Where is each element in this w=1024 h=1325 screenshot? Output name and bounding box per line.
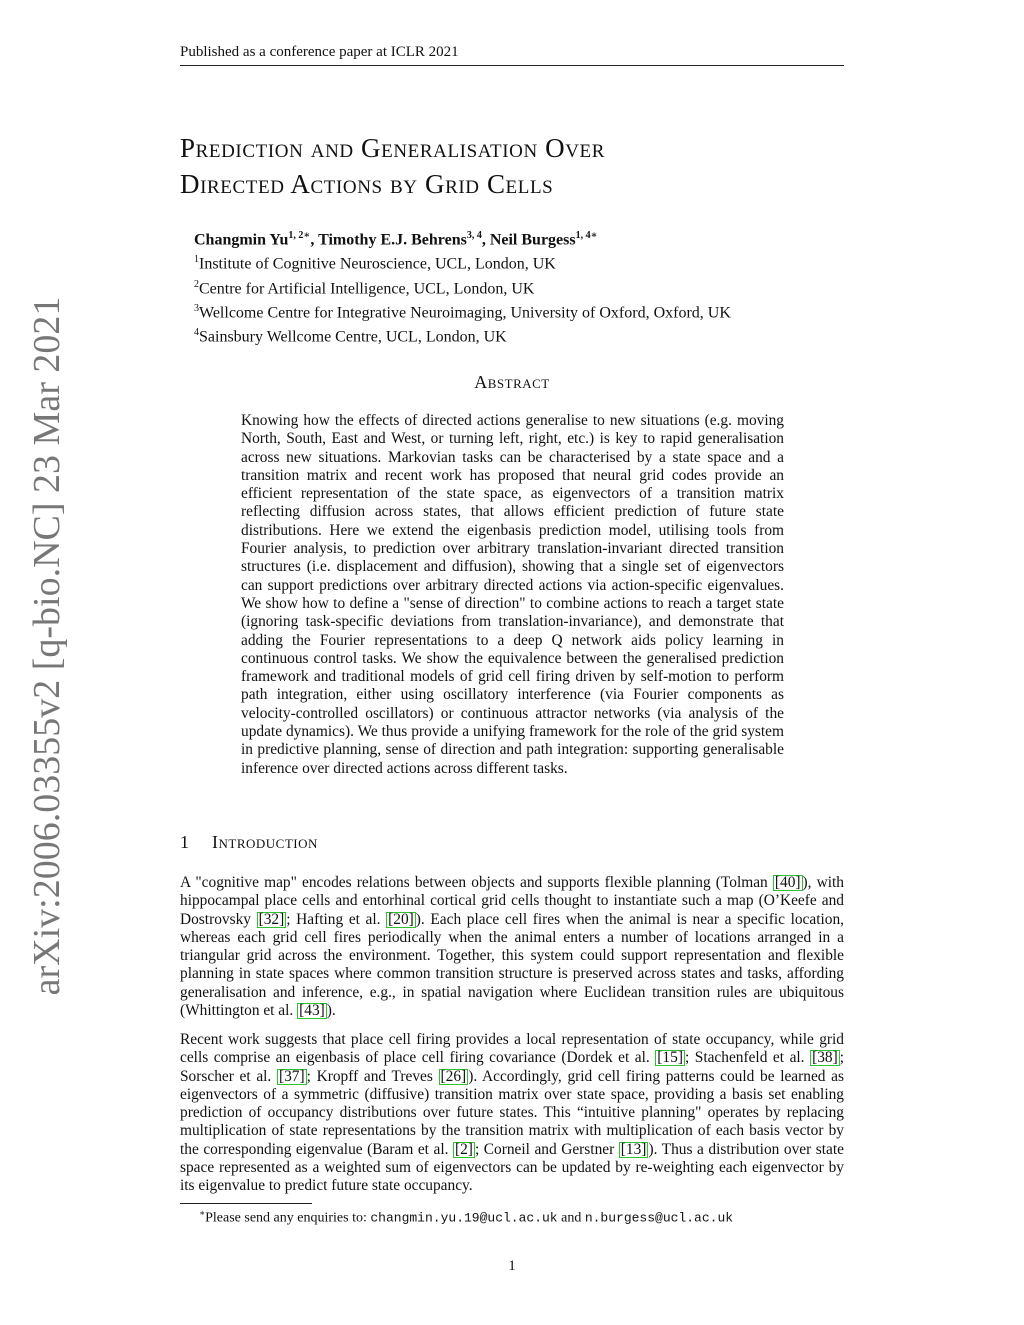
title-line-1: Prediction and Generalisation Over xyxy=(180,133,606,163)
section-number: 1 xyxy=(180,832,190,852)
citation-link[interactable]: [40] xyxy=(774,874,801,891)
author-sep: , xyxy=(481,231,490,249)
running-header: Published as a conference paper at ICLR 2021 xyxy=(180,44,459,60)
affiliation-number: 2 xyxy=(194,278,199,290)
intro-paragraph-1 xyxy=(180,874,844,1020)
citation-link[interactable]: [37] xyxy=(278,1067,305,1085)
affiliation-3 xyxy=(194,299,834,323)
author-1-affil: 1, 2 xyxy=(288,230,304,241)
email-link-2[interactable]: n.burgess@ucl.ac.uk xyxy=(584,1210,734,1226)
author-3: Neil Burgess xyxy=(489,231,576,249)
paragraph-text: ; Kropff and Treves xyxy=(306,1067,439,1085)
citation-link[interactable]: [20] xyxy=(388,910,414,928)
author-1-mark: ∗ xyxy=(303,230,311,241)
paragraph-text: ; Hafting et al. xyxy=(286,910,387,928)
author-2: Timothy E.J. Behrens xyxy=(318,231,467,249)
affiliation-1 xyxy=(194,250,834,274)
affiliation-number: 4 xyxy=(194,327,199,339)
citation-link[interactable]: [38] xyxy=(812,1049,838,1067)
author-3-affil: 1, 4 xyxy=(575,230,591,241)
page-number: 1 xyxy=(508,1258,516,1274)
paragraph-text: ), with hippocampal place cells and entorhinal cortical grid cells thought to instantiate such a map (O’Keefe and Dostrovsky xyxy=(180,874,845,928)
citation-link[interactable]: [26] xyxy=(440,1067,467,1085)
section-heading-introduction xyxy=(180,832,844,853)
footnote-rule xyxy=(180,1203,312,1204)
paragraph-text: A "cognitive map" encodes relations between objects and supports flexible planning (Tolman xyxy=(180,874,773,891)
author-3-mark: ∗ xyxy=(590,230,598,241)
footnote xyxy=(199,1208,733,1227)
affiliation-number: 3 xyxy=(194,302,199,314)
title-line-2: Directed Actions by Grid Cells xyxy=(180,169,554,199)
section-title: Introduction xyxy=(212,832,318,852)
citation-link[interactable]: [2] xyxy=(454,1140,473,1158)
affiliation-text: Centre for Artificial Intelligence, UCL, London, UK xyxy=(199,279,535,297)
footnote-and: and xyxy=(557,1210,585,1226)
footnote-text: Please send any enquiries to: xyxy=(205,1210,371,1226)
abstract-heading: Abstract xyxy=(474,372,550,392)
arxiv-id[interactable]: arXiv:2006.03355v2 [q-bio.NC] 23 Mar 2021 xyxy=(26,296,68,996)
citation-link[interactable]: [32] xyxy=(258,910,285,928)
author-names xyxy=(194,226,834,250)
citation-link[interactable]: [13] xyxy=(620,1140,647,1158)
author-2-affil: 3, 4 xyxy=(466,230,482,241)
author-1: Changmin Yu xyxy=(194,231,289,249)
author-sep: , xyxy=(310,231,319,249)
paper-title xyxy=(180,130,844,202)
citation-link[interactable]: [43] xyxy=(299,1002,325,1020)
affiliation-number: 1 xyxy=(194,254,199,266)
email-link-1[interactable]: changmin.yu.19@ucl.ac.uk xyxy=(370,1210,558,1226)
paragraph-text: ). Each place cell fires when the animal is near a specific location, whereas each grid cell fires periodically when the animal enters a number of locations arranged in a triangular grid across the environment. Together, this system could support representation and flexible planning in state spaces where common transition structure is preserved across states and tasks, affording generalisation and inference, e.g., in spatial navigation where Euclidean transition rules are ubiquitous (Whittington et al. xyxy=(180,910,844,1020)
header-rule xyxy=(180,65,844,66)
paragraph-text: ; Corneil and Gerstner xyxy=(474,1140,619,1158)
paragraph-text: ). Accordingly, grid cell firing patterns could be learned as eigenvectors of a symmetric (diffusive) transition matrix over state space, providing a basis set enabling prediction of occupancy distributions over future states. This “intuitive planning" operates by replacing multiplication of state representations by the transition matrix with multiplication of each basis vector by the corresponding eigenvalue (Baram et al. xyxy=(180,1067,844,1158)
paragraph-text: Recent work suggests that place cell firing provides a local representation of state occupancy, while grid cells comprise an eigenbasis of place cell firing covariance (Dordek et al. xyxy=(180,1031,844,1067)
footnote-mark: ∗ xyxy=(199,1208,206,1218)
paragraph-text: ; Stachenfeld et al. xyxy=(684,1049,811,1067)
abstract-body: Knowing how the effects of directed actions generalise to new situations (e.g. moving North, South, East and West, or turning left, right, etc.) is key to rapid generalisation across new situations. Markovian tasks can be characterised by a state space and a transition matrix and recent work has proposed that neural grid codes provide an efficient representation of the state space, as eigenvectors of a transition matrix reflecting diffusion across states, that allows efficient prediction of future state distributions. Here we extend the eigenbasis prediction model, utilising tools from Fourier analysis, to prediction over arbitrary translation-invariant directed transition structures (i.e. displacement and diffusion), showing that a single set of eigenvectors can support predictions over arbitrary directed actions via action-specific eigenvalues. We show how to define a "sense of direction" to combine actions to reach a target state (ignoring task-specific deviations from translation-invariance), and demonstrate that adding the Fourier representations to a deep Q network aids policy learning in continuous control tasks. We show the equivalence between the generalised prediction framework and traditional models of grid cell firing driven by self-motion to perform path integration, either using oscillatory interference (via Fourier components as velocity-controlled oscillators) or continuous attractor networks (via analysis of the update dynamics). We thus provide a unifying framework for the role of the grid system in predictive planning, sense of direction and path integration: supporting generalisable inference over directed actions across different tasks. xyxy=(241,412,784,777)
author-block xyxy=(194,226,834,348)
affiliation-4 xyxy=(194,323,834,347)
affiliation-text: Sainsbury Wellcome Centre, UCL, London, UK xyxy=(199,328,507,346)
citation-link[interactable]: [15] xyxy=(657,1049,683,1067)
intro-paragraph-2 xyxy=(180,1031,844,1196)
affiliation-text: Institute of Cognitive Neuroscience, UCL, London, UK xyxy=(199,255,556,273)
affiliation-text: Wellcome Centre for Integrative Neuroimaging, University of Oxford, Oxford, UK xyxy=(199,304,731,322)
paragraph-text: ; Sorscher et al. xyxy=(180,1049,844,1085)
affiliation-2 xyxy=(194,275,834,299)
paragraph-text: ). xyxy=(326,1002,336,1020)
paragraph-text: ). Thus a distribution over state space represented as a weighted sum of eigenvectors can be updated by re-weighting each eigenvector by its eigenvalue to predict future state occupancy. xyxy=(180,1140,844,1195)
